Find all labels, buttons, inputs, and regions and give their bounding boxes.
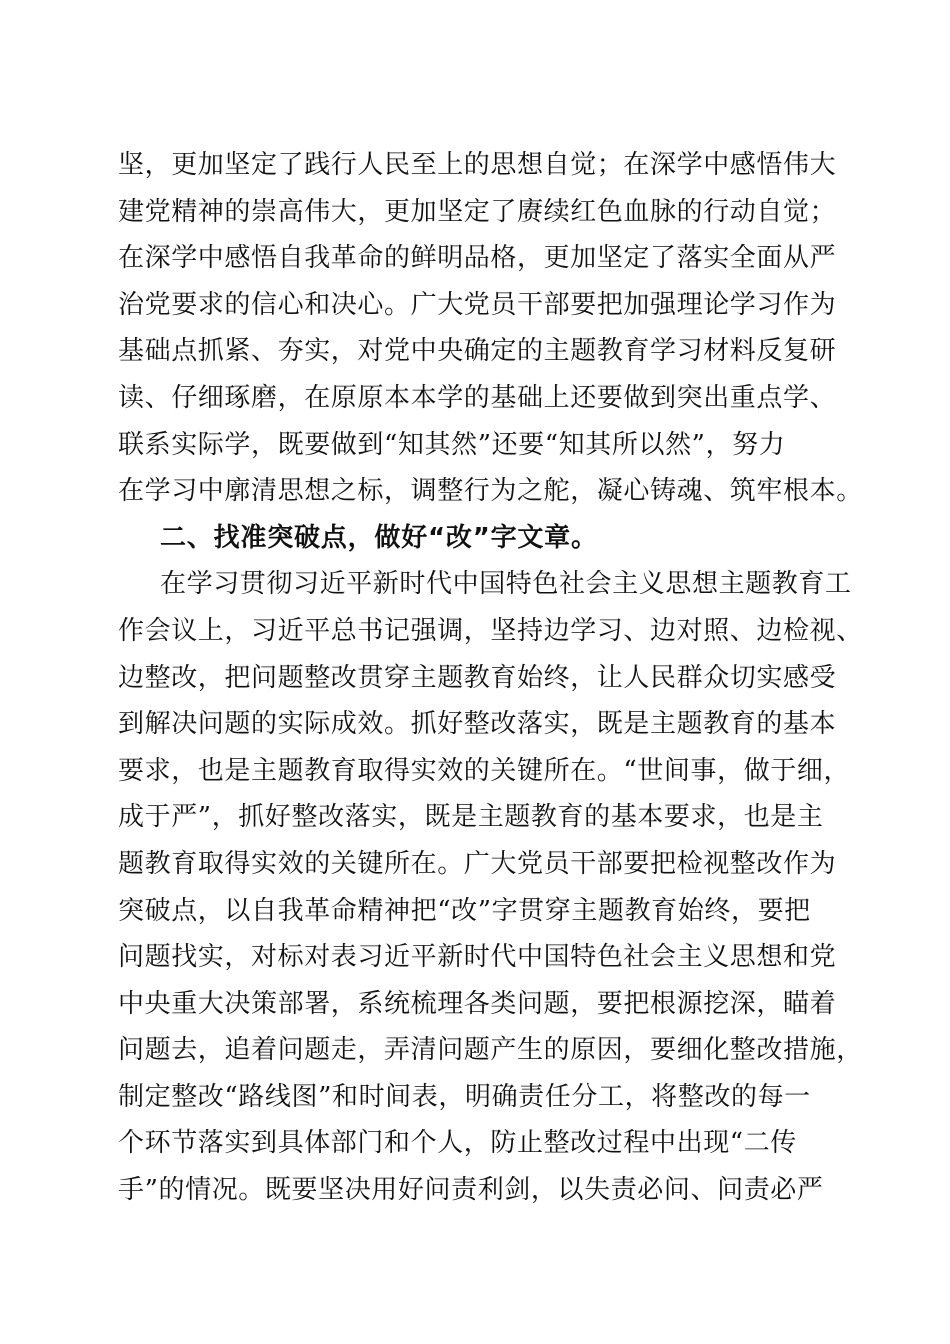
paragraph-line: 在学习中廓清思想之标，调整行为之舵，凝心铸魂、筑牢根本。 <box>118 476 863 507</box>
paragraph-line: 在学习贯彻习近平新时代中国特色社会主义思想主题教育工 <box>160 569 852 600</box>
body-text <box>118 142 863 1214</box>
paragraph-line: 建党精神的崇高伟大，更加坚定了赓续红色血脉的行动自觉； <box>118 196 837 227</box>
paragraph-line: 问题找实，对标对表习近平新时代中国特色社会主义思想和党 <box>118 942 837 973</box>
paragraph-line: 作会议上，习近平总书记强调，坚持边学习、边对照、边检视、 <box>118 615 863 646</box>
paragraph-line: 要求，也是主题教育取得实效的关键所在。“世间事，做于细， <box>118 755 851 786</box>
paragraph-line: 在深学中感悟自我革命的鲜明品格，更加坚定了落实全面从严 <box>118 243 837 274</box>
paragraph-line: 制定整改“路线图”和时间表，明确责任分工，将整改的每一 <box>118 1081 811 1112</box>
paragraph-line: 问题去，追着问题走，弄清问题产生的原因，要细化整改措施， <box>118 1035 863 1066</box>
paragraph-line: 个环节落实到具体部门和个人，防止整改过程中出现“二传 <box>118 1128 797 1159</box>
paragraph-line: 到解决问题的实际成效。抓好整改落实，既是主题教育的基本 <box>118 709 837 740</box>
paragraph-line: 基础点抓紧、夯实，对党中央确定的主题教育学习材料反复研 <box>118 336 837 367</box>
paragraph-line: 题教育取得实效的关键所在。广大党员干部要把检视整改作为 <box>118 848 837 879</box>
paragraph-line: 治党要求的信心和决心。广大党员干部要把加强理论学习作为 <box>118 289 837 320</box>
section-heading: 二、找准突破点，做好“改”字文章。 <box>160 522 598 553</box>
paragraph-line: 读、仔细琢磨，在原原本本学的基础上还要做到突出重点学、 <box>118 382 837 413</box>
paragraph-line: 成于严”，抓好整改落实，既是主题教育的基本要求，也是主 <box>118 802 824 833</box>
paragraph-line: 手”的情况。既要坚决用好问责利剑，以失责必问、问责必严 <box>118 1175 824 1206</box>
paragraph-line: 坚，更加坚定了践行人民至上的思想自觉；在深学中感悟伟大 <box>118 150 837 180</box>
paragraph-line: 边整改，把问题整改贯穿主题教育始终，让人民群众切实感受 <box>118 662 837 693</box>
paragraph-line: 联系实际学，既要做到“知其然”还要“知其所以然”，努力 <box>118 429 786 460</box>
paragraph-line: 中央重大决策部署，系统梳理各类问题，要把根源挖深，瞄着 <box>118 988 837 1019</box>
paragraph-line: 突破点，以自我革命精神把“改”字贯穿主题教育始终，要把 <box>118 895 811 926</box>
